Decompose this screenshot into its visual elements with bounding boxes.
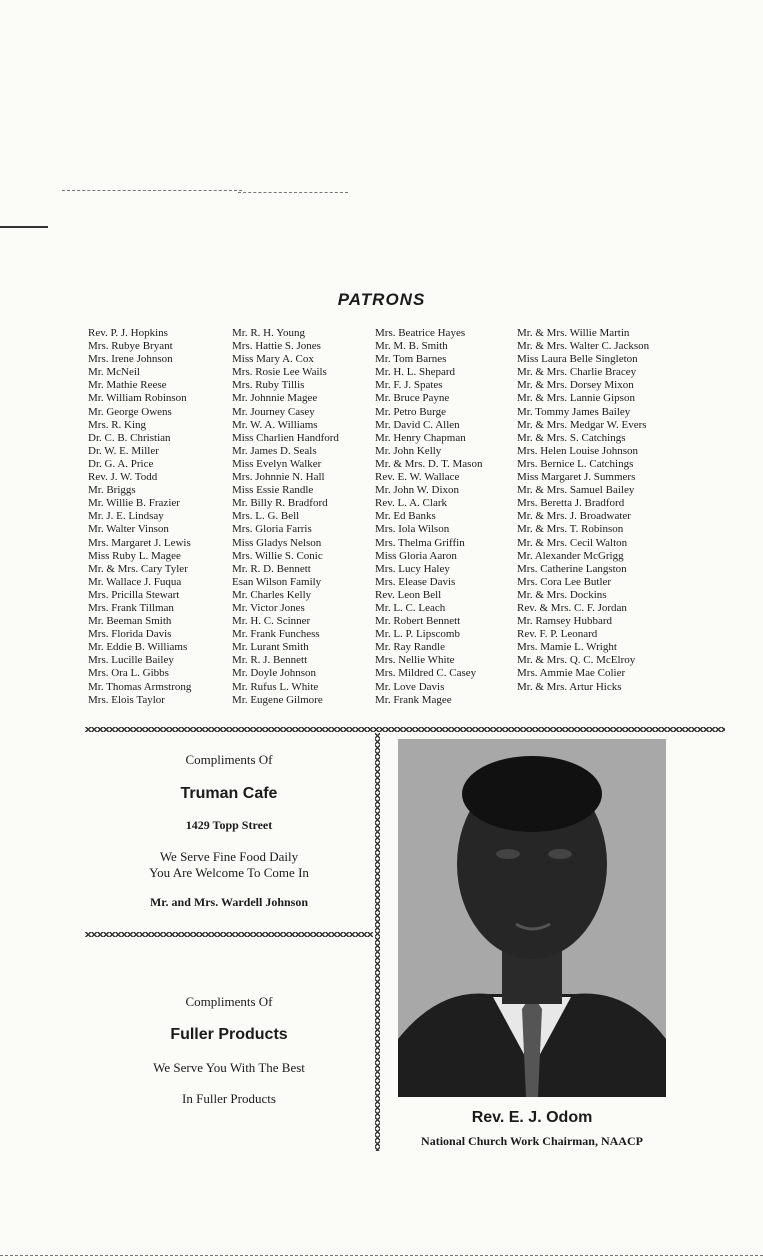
patron-name: Mrs. Margaret J. Lewis bbox=[88, 536, 191, 549]
patron-name: Mr. John W. Dixon bbox=[375, 484, 460, 497]
patron-name: Miss Essie Randle bbox=[232, 484, 314, 497]
patron-name: Mr. F. J. Spates bbox=[375, 379, 443, 392]
truman-cafe-ad bbox=[85, 740, 373, 925]
patron-name: Mr. & Mrs. Cecil Walton bbox=[517, 536, 628, 549]
patron-name: Miss Gladys Nelson bbox=[232, 536, 322, 549]
patron-name: Mrs. Ammie Mae Colier bbox=[517, 667, 626, 680]
patron-name: Mrs. Thelma Griffin bbox=[375, 536, 465, 549]
patron-name: Mr. M. B. Smith bbox=[375, 340, 448, 353]
scan-artifact-line bbox=[62, 190, 242, 191]
portrait-title: National Church Work Chairman, NAACP bbox=[421, 1134, 643, 1148]
patron-name: Mr. Robert Bennett bbox=[375, 615, 461, 628]
patron-name: Mr. Bruce Payne bbox=[375, 392, 450, 405]
patron-name: Mr. Billy R. Bradford bbox=[232, 497, 328, 510]
scan-artifact-line bbox=[0, 226, 48, 228]
patron-name: Rev. & Mrs. C. F. Jordan bbox=[517, 601, 627, 614]
patron-name: Mr. Tommy James Bailey bbox=[517, 405, 631, 418]
patron-name: Mrs. Ruby Tillis bbox=[232, 379, 305, 392]
patron-name: Mr. Thomas Armstrong bbox=[88, 680, 192, 693]
patron-name: Mrs. Ora L. Gibbs bbox=[88, 667, 169, 680]
portrait-illustration bbox=[398, 739, 666, 1097]
fuller-line-2: In Fuller Products bbox=[182, 1091, 276, 1106]
wavy-divider-middle bbox=[85, 932, 373, 937]
scan-artifact-line bbox=[238, 192, 348, 193]
truman-line-2: You Are Welcome To Come In bbox=[149, 865, 309, 880]
patron-name: Mr. & Mrs. Samuel Bailey bbox=[517, 484, 635, 497]
portrait-photo bbox=[398, 739, 666, 1097]
patron-name: Mr. Willie B. Frazier bbox=[88, 497, 180, 510]
patron-name: Mrs. Beretta J. Bradford bbox=[517, 497, 625, 510]
patron-name: Mrs. Frank Tillman bbox=[88, 601, 174, 614]
patron-name: Miss Charlien Handford bbox=[232, 431, 339, 444]
patron-name: Miss Laura Belle Singleton bbox=[517, 353, 638, 366]
patron-name: Mrs. Iola Wilson bbox=[375, 523, 450, 536]
fuller-products-name: Fuller Products bbox=[170, 1026, 288, 1043]
patron-name: Mrs. L. G. Bell bbox=[232, 510, 300, 523]
patron-name: Mr. John Kelly bbox=[375, 444, 442, 457]
patron-name: Mr. Frank Magee bbox=[375, 693, 452, 706]
patron-name: Mr. Love Davis bbox=[375, 680, 445, 693]
patron-name: Rev. L. A. Clark bbox=[375, 497, 447, 510]
truman-line-1: We Serve Fine Food Daily bbox=[159, 849, 299, 864]
patron-name: Mr. McNeil bbox=[88, 366, 140, 379]
patron-name: Mr. Rufus L. White bbox=[232, 680, 319, 693]
patron-name: Mr. Briggs bbox=[88, 484, 136, 497]
patron-name: Mrs. Irene Johnson bbox=[88, 353, 173, 366]
patron-name: Mr. & Mrs. T. Robinson bbox=[517, 523, 624, 536]
patron-name: Mr. Eugene Gilmore bbox=[232, 693, 323, 706]
patron-name: Mrs. Florida Davis bbox=[88, 628, 172, 641]
patron-name: Mr. J. E. Lindsay bbox=[88, 510, 164, 523]
wavy-divider-top bbox=[85, 727, 725, 732]
patron-name: Mr. Mathie Reese bbox=[88, 379, 167, 392]
patron-name: Mr. Johnnie Magee bbox=[232, 392, 318, 405]
patron-name: Mrs. Helen Louise Johnson bbox=[517, 444, 638, 457]
truman-cafe-name: Truman Cafe bbox=[180, 785, 278, 802]
patrons-column-4 bbox=[517, 327, 649, 694]
patron-name: Rev. P. J. Hopkins bbox=[88, 327, 168, 339]
patron-name: Mr. L. P. Lipscomb bbox=[375, 628, 460, 641]
patron-name: Mrs. Bernice L. Catchings bbox=[517, 457, 634, 470]
patron-name: Mr. & Mrs. Dockins bbox=[517, 588, 607, 601]
patron-name: Mrs. Rubye Bryant bbox=[88, 340, 173, 353]
patron-name: Mr. James D. Seals bbox=[232, 444, 317, 457]
patron-name: Mr. R. D. Bennett bbox=[232, 562, 311, 575]
patron-name: Mrs. Mildred C. Casey bbox=[375, 667, 477, 680]
fuller-products-ad bbox=[85, 940, 373, 1120]
patron-name: Mr. Wallace J. Fuqua bbox=[88, 575, 182, 588]
patron-name: Mr. Henry Chapman bbox=[375, 431, 466, 444]
patron-name: Mr. & Mrs. S. Catchings bbox=[517, 431, 626, 444]
scan-artifact-line bbox=[0, 1255, 763, 1256]
patron-name: Mrs. Nellie White bbox=[375, 654, 455, 667]
patron-name: Mr. David C. Allen bbox=[375, 418, 460, 431]
patron-name: Rev. F. P. Leonard bbox=[517, 628, 598, 641]
patron-name: Miss Ruby L. Magee bbox=[88, 549, 181, 562]
patron-name: Dr. W. E. Miller bbox=[88, 444, 159, 457]
portrait-name: Rev. E. J. Odom bbox=[471, 1109, 593, 1126]
wavy-divider-vertical bbox=[375, 733, 380, 1151]
fuller-compliments: Compliments Of bbox=[185, 994, 273, 1009]
patron-name: Mr. Doyle Johnson bbox=[232, 667, 317, 680]
patron-name: Mr. Alexander McGrigg bbox=[517, 549, 624, 562]
patrons-column-3 bbox=[375, 327, 482, 707]
patron-name: Mr. Ramsey Hubbard bbox=[517, 615, 613, 628]
patron-name: Mrs. Johnnie N. Hall bbox=[232, 471, 325, 484]
patron-name: Mrs. Lucille Bailey bbox=[88, 654, 174, 667]
patron-name: Rev. Leon Bell bbox=[375, 588, 442, 601]
patron-name: Mr. R. H. Young bbox=[232, 327, 306, 339]
patron-name: Mrs. Beatrice Hayes bbox=[375, 327, 466, 339]
patron-name: Mr. Victor Jones bbox=[232, 601, 305, 614]
patron-name: Mr. & Mrs. Artur Hicks bbox=[517, 680, 622, 693]
patrons-column-1 bbox=[88, 327, 191, 707]
patron-name: Mrs. Elois Taylor bbox=[88, 693, 165, 706]
patron-name: Mr. & Mrs. D. T. Mason bbox=[375, 457, 483, 470]
patron-name: Mr. & Mrs. Lannie Gipson bbox=[517, 392, 635, 405]
patron-name: Mr. Beeman Smith bbox=[88, 615, 172, 628]
patron-name: Mr. Ed Banks bbox=[375, 510, 436, 523]
patron-name: Mrs. Mamie L. Wright bbox=[517, 641, 617, 654]
truman-compliments: Compliments Of bbox=[185, 752, 273, 767]
patron-name: Mrs. R. King bbox=[88, 418, 147, 431]
patron-name: Mr. Eddie B. Williams bbox=[88, 641, 188, 654]
patron-name: Mr. H. L. Shepard bbox=[375, 366, 456, 379]
patron-name: Mrs. Willie S. Conic bbox=[232, 549, 323, 562]
patron-name: Mr. & Mrs. Walter C. Jackson bbox=[517, 340, 650, 353]
patron-name: Mr. George Owens bbox=[88, 405, 172, 418]
patron-name: Miss Gloria Aaron bbox=[375, 549, 457, 562]
patron-name: Mr. Ray Randle bbox=[375, 641, 445, 654]
patron-name: Mr. & Mrs. Q. C. McElroy bbox=[517, 654, 636, 667]
patron-name: Mr. Charles Kelly bbox=[232, 588, 312, 601]
patron-name: Mr. & Mrs. J. Broadwater bbox=[517, 510, 631, 523]
patron-name: Mr. H. C. Scinner bbox=[232, 615, 311, 628]
patron-name: Mrs. Elease Davis bbox=[375, 575, 456, 588]
patron-name: Mr. Petro Burge bbox=[375, 405, 446, 418]
fuller-line-1: We Serve You With The Best bbox=[153, 1060, 305, 1075]
patron-name: Mr. William Robinson bbox=[88, 392, 187, 405]
patron-name: Mr. W. A. Williams bbox=[232, 418, 318, 431]
patron-name: Mrs. Rosie Lee Wails bbox=[232, 366, 327, 379]
patron-name: Miss Mary A. Cox bbox=[232, 353, 314, 366]
patron-name: Dr. G. A. Price bbox=[88, 457, 154, 470]
patrons-column-2 bbox=[232, 327, 339, 707]
patron-name: Mr. Journey Casey bbox=[232, 405, 315, 418]
truman-address: 1429 Topp Street bbox=[185, 818, 273, 832]
patron-name: Rev. E. W. Wallace bbox=[375, 471, 460, 484]
patron-name: Mr. & Mrs. Willie Martin bbox=[517, 327, 630, 339]
patron-name: Mrs. Lucy Haley bbox=[375, 562, 450, 575]
patron-name: Mr. & Mrs. Cary Tyler bbox=[88, 562, 188, 575]
patron-name: Esan Wilson Family bbox=[232, 575, 322, 588]
patron-name: Mr. & Mrs. Dorsey Mixon bbox=[517, 379, 634, 392]
patron-name: Mrs. Cora Lee Butler bbox=[517, 575, 612, 588]
patron-name: Mr. Walter Vinson bbox=[88, 523, 169, 536]
patron-name: Mr. Tom Barnes bbox=[375, 353, 447, 366]
patron-name: Mr. R. J. Bennett bbox=[232, 654, 308, 667]
patron-name: Mrs. Hattie S. Jones bbox=[232, 340, 321, 353]
patron-name: Mrs. Pricilla Stewart bbox=[88, 588, 180, 601]
patron-name: Rev. J. W. Todd bbox=[88, 471, 158, 484]
patron-name: Mr. Lurant Smith bbox=[232, 641, 309, 654]
truman-owners: Mr. and Mrs. Wardell Johnson bbox=[149, 895, 309, 909]
patron-name: Mr. L. C. Leach bbox=[375, 601, 446, 614]
patron-name: Dr. C. B. Christian bbox=[88, 431, 171, 444]
patron-name: Mr. & Mrs. Charlie Bracey bbox=[517, 366, 637, 379]
patron-name: Mrs. Gloria Farris bbox=[232, 523, 312, 536]
patrons-heading: PATRONS bbox=[337, 290, 426, 309]
patron-name: Miss Margaret J. Summers bbox=[517, 471, 636, 484]
patron-name: Mr. & Mrs. Medgar W. Evers bbox=[517, 418, 647, 431]
patron-name: Mr. Frank Funchess bbox=[232, 628, 320, 641]
patron-name: Miss Evelyn Walker bbox=[232, 457, 322, 470]
patron-name: Mrs. Catherine Langston bbox=[517, 562, 627, 575]
